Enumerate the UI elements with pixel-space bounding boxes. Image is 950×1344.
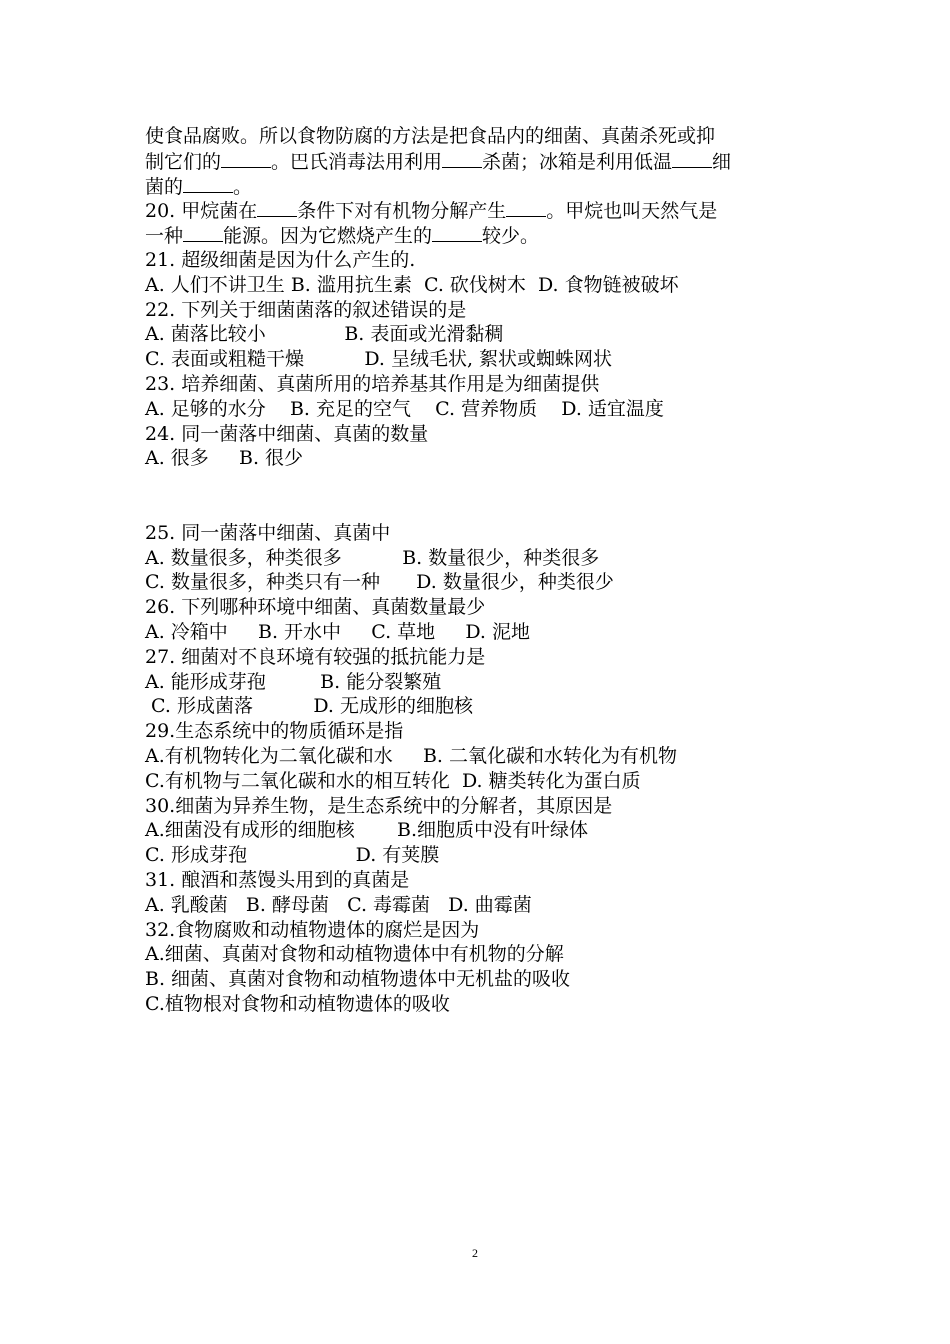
text-line: 使食品腐败。所以食物防腐的方法是把食品内的细菌、真菌杀死或抑 — [145, 125, 716, 147]
question-30-options: C. 形成芽孢 D. 有荚膜 — [145, 844, 440, 867]
question-31: 31. 酿酒和蒸馒头用到的真菌是 — [145, 868, 410, 891]
question-29-options: A.有机物转化为二氧化碳和水 B. 二氧化碳和水转化为有机物 — [145, 744, 678, 767]
text-line: 制它们的 。巴氏消毒法用利用 杀菌；冰箱是利用低温 细 — [145, 150, 732, 173]
fill-blank — [506, 198, 546, 217]
question-29-options: C.有机物与二氧化碳和水的相互转化 D. 糖类转化为蛋白质 — [145, 769, 641, 792]
question-23: 23. 培养细菌、真菌所用的培养基其作用是为细菌提供 — [145, 372, 600, 395]
question-24-options: A. 很多 B. 很少 — [145, 447, 304, 470]
text-line: 菌的 。 — [145, 175, 253, 198]
question-27-options: C. 形成菌落 D. 无成形的细胞核 — [145, 695, 474, 718]
fill-blank — [672, 149, 712, 168]
question-32: 32.食物腐败和动植物遗体的腐烂是因为 — [145, 918, 480, 941]
question-26: 26. 下列哪种环境中细菌、真菌数量最少 — [145, 596, 486, 619]
fill-blank — [183, 174, 233, 193]
question-23-options: A. 足够的水分 B. 充足的空气 C. 营养物质 D. 适宜温度 — [145, 397, 664, 420]
fill-blank — [432, 223, 482, 242]
question-22-options: C. 表面或粗糙干燥 D. 呈绒毛状, 絮状或蜘蛛网状 — [145, 348, 613, 371]
document-body — [145, 124, 815, 1017]
question-21-options: A. 人们不讲卫生 B. 滥用抗生素 C. 砍伐树木 D. 食物链被破坏 — [145, 273, 679, 296]
fill-blank — [221, 149, 271, 168]
question-32-options: A.细菌、真菌对食物和动植物遗体中有机物的分解 — [145, 943, 564, 966]
question-25-options: A. 数量很多，种类很多 B. 数量很少，种类很多 — [145, 546, 600, 569]
question-25: 25. 同一菌落中细菌、真菌中 — [145, 521, 391, 544]
page-number: 2 — [472, 1246, 478, 1260]
question-22-options: A. 菌落比较小 B. 表面或光滑黏稠 — [145, 323, 504, 346]
question-22: 22. 下列关于细菌菌落的叙述错误的是 — [145, 298, 467, 321]
question-32-options: C.植物根对食物和动植物遗体的吸收 — [145, 992, 450, 1015]
question-32-options: B. 细菌、真菌对食物和动植物遗体中无机盐的吸收 — [145, 968, 571, 991]
question-31-options: A. 乳酸菌 B. 酵母菌 C. 毒霉菌 D. 曲霉菌 — [145, 893, 532, 916]
question-30: 30.细菌为异养生物，是生态系统中的分解者，其原因是 — [145, 794, 613, 817]
fill-blank — [183, 223, 223, 242]
question-21: 21. 超级细菌是因为什么产生的. — [145, 248, 416, 271]
question-25-options: C. 数量很多，种类只有一种 D. 数量很少，种类很少 — [145, 571, 614, 594]
text-line: 一种 能源。因为它燃烧产生的 较少。 — [145, 225, 540, 248]
question-30-options: A.细菌没有成形的细胞核 B.细胞质中没有叶绿体 — [145, 819, 589, 842]
question-27-options: A. 能形成芽孢 B. 能分裂繁殖 — [145, 670, 442, 693]
fill-blank — [257, 198, 297, 217]
question-29: 29.生态系统中的物质循环是指 — [145, 720, 404, 743]
question-24: 24. 同一菌落中细菌、真菌的数量 — [145, 422, 429, 445]
question-26-options: A. 冷箱中 B. 开水中 C. 草地 D. 泥地 — [145, 620, 531, 643]
fill-blank — [442, 149, 482, 168]
text-line: 20. 甲烷菌在 条件下对有机物分解产生 。甲烷也叫天然气是 — [145, 200, 718, 223]
spacer — [145, 471, 815, 521]
question-27: 27. 细菌对不良环境有较强的抵抗能力是 — [145, 645, 486, 668]
